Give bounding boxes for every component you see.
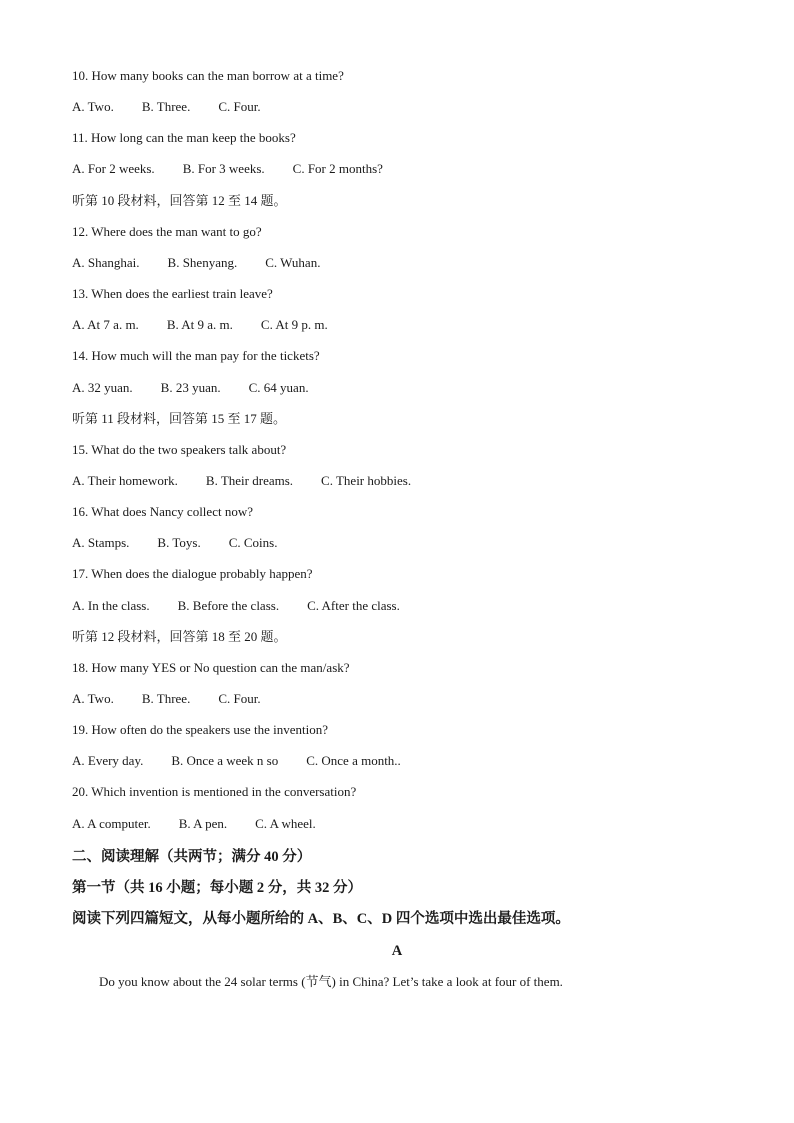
answer-option: C. Coins.	[228, 535, 278, 551]
answer-option: B. Shenyang.	[167, 254, 238, 270]
options-row	[72, 753, 401, 769]
passage-intro: Do you know about the 24 solar terms (节气) in China? Let’s take a look at four of them.	[99, 974, 563, 989]
listening-instruction: 听第 10 段材料，回答第 12 至 14 题。	[72, 192, 287, 208]
answer-option: B. Their dreams.	[205, 472, 294, 488]
listening-instruction: 听第 12 段材料，回答第 18 至 20 题。	[72, 628, 287, 644]
answer-option: B. Three.	[141, 99, 191, 115]
answer-option: A. Two.	[72, 691, 114, 706]
answer-option: C. Four.	[218, 691, 261, 706]
answer-option: C. Once a month..	[306, 753, 401, 769]
question-text: 10. How many books can the man borrow at a time?	[72, 68, 344, 83]
question-text: 11. How long can the man keep the books?	[72, 130, 296, 146]
answer-option: A. For 2 weeks.	[72, 161, 155, 177]
answer-option: A. A computer.	[72, 815, 151, 831]
answer-option: C. 64 yuan.	[248, 379, 309, 395]
answer-option: A. In the class.	[72, 597, 150, 613]
options-row	[72, 816, 316, 832]
question-text: 15. What do the two speakers talk about?	[72, 441, 287, 457]
answer-option: B. At 9 a. m.	[166, 317, 233, 333]
answer-option: B. Before the class.	[177, 597, 280, 613]
options-row	[72, 691, 261, 707]
answer-option: B. Toys.	[157, 535, 201, 551]
question-text: 13. When does the earliest train leave?	[72, 286, 273, 302]
question-text: 16. What does Nancy collect now?	[72, 504, 253, 520]
question-text: 18. How many YES or No question can the man/ask?	[72, 659, 350, 675]
options-row	[72, 535, 277, 551]
answer-option: A. Two.	[72, 99, 114, 115]
question-text: 17. When does the dialogue probably happen?	[72, 566, 313, 582]
answer-option: C. Four.	[218, 99, 261, 115]
answer-option: B. A pen.	[178, 815, 228, 831]
answer-option: A. At 7 a. m.	[72, 317, 139, 333]
section-subheading: 第一节（共 16 小题；每小题 2 分，共 32 分）	[72, 880, 362, 896]
answer-option: B. Once a week n so	[171, 753, 279, 769]
passage-letter: A	[391, 943, 403, 959]
answer-option: A. 32 yuan.	[72, 379, 133, 395]
answer-option: C. A wheel.	[255, 815, 316, 831]
answer-option: A. Shanghai.	[72, 254, 140, 270]
answer-option: A. Stamps.	[72, 535, 130, 551]
question-text: 20. Which invention is mentioned in the conversation?	[72, 784, 357, 800]
question-text: 14. How much will the man pay for the tickets?	[72, 348, 320, 364]
options-row	[72, 380, 309, 396]
answer-option: B. Three.	[141, 691, 191, 706]
answer-option: A. Their homework.	[72, 472, 178, 488]
answer-option: C. Wuhan.	[265, 254, 321, 270]
options-row	[72, 598, 400, 614]
options-row	[72, 161, 383, 177]
answer-option: A. Every day.	[72, 753, 144, 769]
section-heading: 二、阅读理解（共两节；满分 40 分）	[72, 849, 312, 865]
listening-instruction: 听第 11 段材料，回答第 15 至 17 题。	[72, 410, 287, 426]
options-row	[72, 99, 261, 115]
answer-option: C. Their hobbies.	[321, 472, 412, 488]
options-row	[72, 255, 320, 271]
reading-instruction: 阅读下列四篇短文，从每小题所给的 A、B、C、D 四个选项中选出最佳选项。	[72, 911, 570, 927]
options-row	[72, 473, 411, 489]
question-text: 19. How often do the speakers use the invention?	[72, 722, 328, 738]
answer-option: C. At 9 p. m.	[260, 317, 328, 333]
answer-option: C. For 2 months?	[292, 161, 383, 177]
question-text: 12. Where does the man want to go?	[72, 223, 262, 239]
options-row	[72, 317, 328, 333]
answer-option: B. For 3 weeks.	[182, 161, 265, 177]
answer-option: B. 23 yuan.	[160, 379, 221, 395]
answer-option: C. After the class.	[307, 597, 400, 613]
